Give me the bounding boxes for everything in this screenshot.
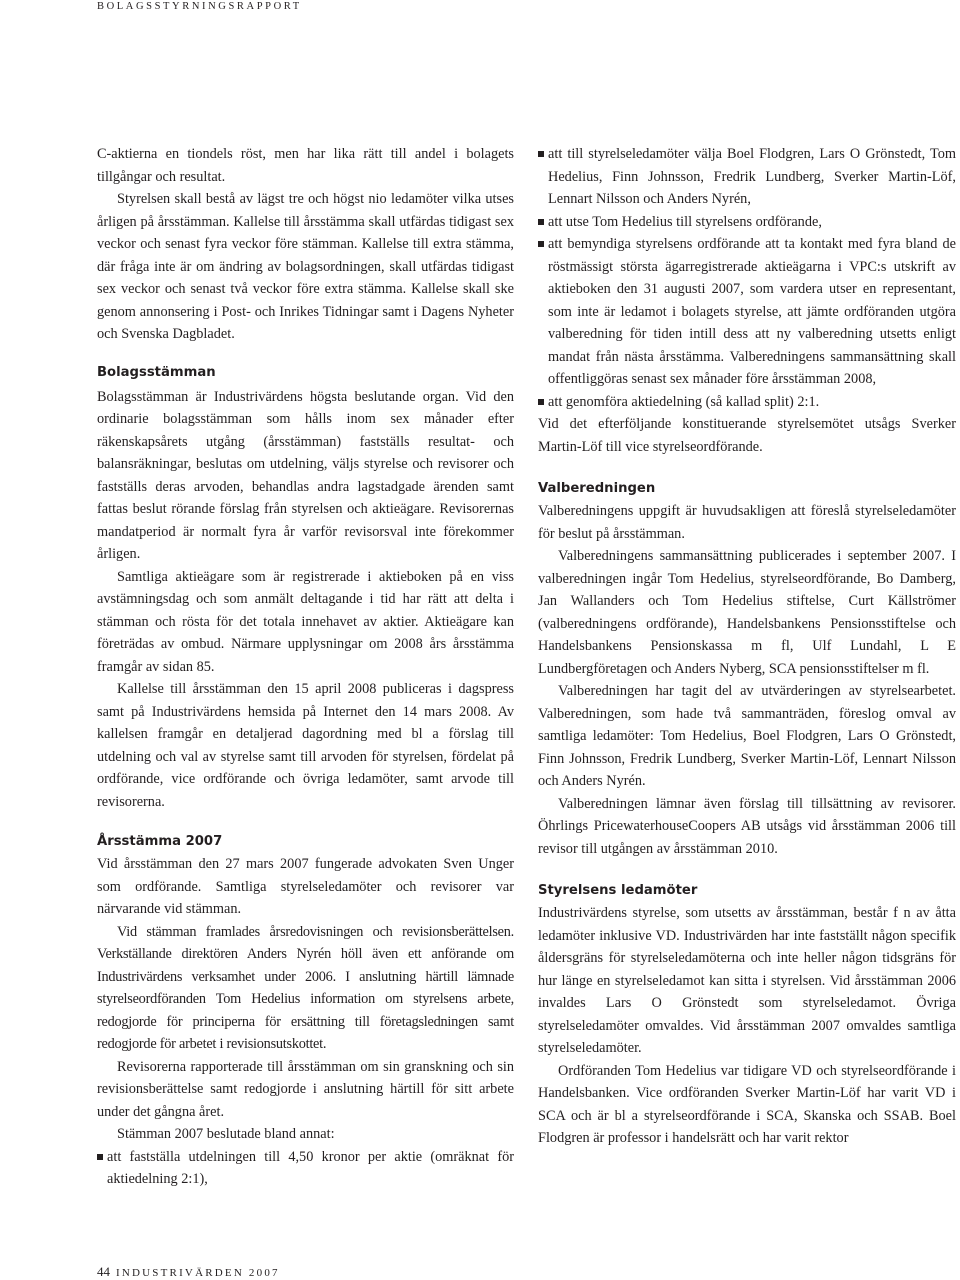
page-footer bbox=[97, 1265, 497, 1279]
paragraph: Stämman 2007 beslutade bland annat: bbox=[117, 1126, 335, 1142]
paragraph: Samtliga aktieägare som är registrerade i aktieboken på en viss avstämningsdag och som anmält deltagande i tid har rätt att delta i stämman och rösta för det totala innehavet av aktier. Aktieägare kan företrädas av ombud. Närmare upplysningar om 2008 års årsstämma framgår av sidan 85. bbox=[97, 568, 514, 675]
section-heading-valberedningen: Valberedningen bbox=[538, 481, 656, 496]
paragraph: Revisorerna rapporterade till årsstämman om sin granskning och sin revisionsberättelse samt redogjorde i anslutning härtill för sitt arbete under det gångna året. bbox=[97, 1058, 514, 1120]
section-heading-styrelsens-ledamoter: Styrelsens ledamöter bbox=[538, 883, 698, 898]
page-number: 44 bbox=[97, 1264, 110, 1279]
paragraph: Valberedningens sammansättning publicerades i september 2007. I valberedningen ingår Tom Hedelius, styrelseordförande, Bo Damberg, Jan Wallanders och Tom Hedelius stiftelse, Curt Källströmer (valberedningens ordförande), Handelsbankens Pensionsstiftelse och Handelsbankens Pensionskassa m fl, Ulf Lundahl, L E Lundbergföretagen och Anders Nyberg, SCA pensionsstiftelser m fl. bbox=[538, 548, 956, 677]
list-item: att till styrelseledamöter välja Boel Flodgren, Lars O Grönstedt, Tom Hedelius, Finn Johnsson, Fredrik Lundberg, Sverker Martin-Löf, Lennart Nilsson och Anders Nyrén, bbox=[538, 143, 956, 211]
list-item: att bemyndiga styrelsens ordförande att ta kontakt med fyra bland de röstmässigt största ägarregistrerade aktieägarna i VPC:s utskrift av aktieboken den 31 augusti 2007, som vardera utser en representant, som inte är ledamot i bolagets styrelse, att jämte ordföranden utgöra valberedning för tiden intill dess att ny valberedning utsetts enligt mandat från nästa årsstämma. Valberedningens sammansättning skall offentliggöras senast sex månader före årsstämman 2008, bbox=[538, 233, 956, 391]
list-item: att fastställa utdelningen till 4,50 kronor per aktie (omräknat för aktiedelning 2:1), bbox=[97, 1146, 514, 1191]
paragraph: Vid stämman framlades årsredovisningen och revisionsberättelsen. Verkställande direktören Anders Nyrén höll även ett anförande om Industrivärdens verksamhet under 2006. I anslutning härtill lämnade styrelseordföranden Tom Hedelius information om styrelsens arbete, redogjorde för principerna för ersättning till företagsledningen samt redogjorde för arbetet i revisionsutskottet. bbox=[97, 923, 514, 1052]
running-head-text: BOLAGSSTYRNINGSRAPPORT bbox=[97, 1, 302, 12]
paragraph: Valberedningen har tagit del av utvärderingen av styrelsearbetet. Valberedningen, som hade två sammanträden, föreslog omval av samtliga ledamöter: Tom Hedelius, Boel Flodgren, Lars O Grönstedt, Finn Johnsson, Fredrik Lundberg, Sverker Martin-Löf, Lennart Nilsson och Anders Nyrén. bbox=[538, 683, 956, 789]
running-head bbox=[97, 0, 327, 16]
paragraph: Vid årsstämman den 27 mars 2007 fungerade advokaten Sven Unger som ordförande. Samtliga styrelseledamöter och revisorer var närvarande vid stämman. bbox=[97, 856, 514, 917]
right-column bbox=[538, 143, 956, 1150]
left-column bbox=[97, 143, 514, 1191]
paragraph: Kallelse till årsstämman den 15 april 2008 publiceras i dagspress samt på Industrivärdens hemsida på Internet den 14 mars 2008. Av kallelsen framgår en detaljerad dagordning med bl a förslag till utdelning och val av styrelse samt till arvoden för styrelsen, fördelat på ordförande, vice ordförande och övriga ledamöter, samt arvode till revisorerna. bbox=[97, 681, 514, 810]
section-heading-arsstamma: Årsstämma 2007 bbox=[97, 834, 223, 849]
paragraph: C-aktierna en tiondels röst, men har lika rätt till andel i bolagets tillgångar och resultat. bbox=[97, 146, 514, 185]
list-item: att genomföra aktiedelning (så kallad split) 2:1. bbox=[538, 391, 956, 414]
paragraph: Valberedningens uppgift är huvudsakligen att föreslå styrelseledamöter för beslut på årsstämman. bbox=[538, 503, 956, 542]
section-heading-bolagsstamman: Bolagsstämman bbox=[97, 364, 216, 380]
list-item: att utse Tom Hedelius till styrelsens ordförande, bbox=[538, 211, 956, 234]
publication-name: INDUSTRIVÄRDEN 2007 bbox=[116, 1267, 280, 1279]
paragraph: Industrivärdens styrelse, som utsetts av årsstämman, består f n av åtta ledamöter inklusive VD. Industrivärden har inte fastställt någon specifik åldersgräns för styrelseledamöterna och inte heller någon tidsgräns för hur länge en styrelseledamot kan sitta i styrelsen. Vid årsstämman 2006 invaldes Lars O Grönstedt som styrelseledamot. Övriga styrelseledamöter omvaldes. Vid årsstämman 2007 omvaldes samtliga styrelseledamöter. bbox=[538, 905, 956, 1056]
paragraph: Vid det efterföljande konstituerande styrelsemötet utsågs Sverker Martin-Löf till vice styrelseordförande. bbox=[538, 416, 956, 455]
paragraph: Styrelsen skall bestå av lägst tre och högst nio ledamöter vilka utses årligen på årsstämman. Kallelse till årsstämma skall utfärdas tidigast sex veckor och senast fyra veckor före stämman. Kallelse till extra stämma, där fråga inte är om ändring av bolagsordningen, skall utfärdas tidigast sex veckor och senast två veckor före extra stämma. Kallelse skall ske genom annonsering i Post- och Inrikes Tidningar samt i Dagens Nyheter och Svenska Dagbladet. bbox=[97, 191, 514, 342]
paragraph: Bolagsstämman är Industrivärdens högsta beslutande organ. Vid den ordinarie bolagsstämman som hålls inom sex månader efter räkenskapsårets utgång (årsstämman) fastställs resultat- och balansräkningar, beslutas om utdelning, väljs styrelse och revisorer och fastställs deras arvoden, behandlas andra lagstadgade ärenden samt fattas beslut rörande förslag från styrelsen och aktieägare. Revisorernas mandatperiod är normalt fyra år varför revisorsval inte förekommer årligen. bbox=[97, 388, 514, 562]
paragraph: Ordföranden Tom Hedelius var tidigare VD och styrelseordförande i Handelsbanken. Vice ordföranden Sverker Martin-Löf har varit VD i SCA och är bl a styrelseordförande i SCA, Skanska och SSAB. Boel Flodgren är professor i handelsrätt och har varit rektor bbox=[538, 1062, 956, 1146]
paragraph: Valberedningen lämnar även förslag till tillsättning av revisorer. Öhrlings PricewaterhouseCoopers AB utsågs vid årsstämman 2006 till revisor till utgången av årsstämman 2010. bbox=[538, 795, 956, 857]
